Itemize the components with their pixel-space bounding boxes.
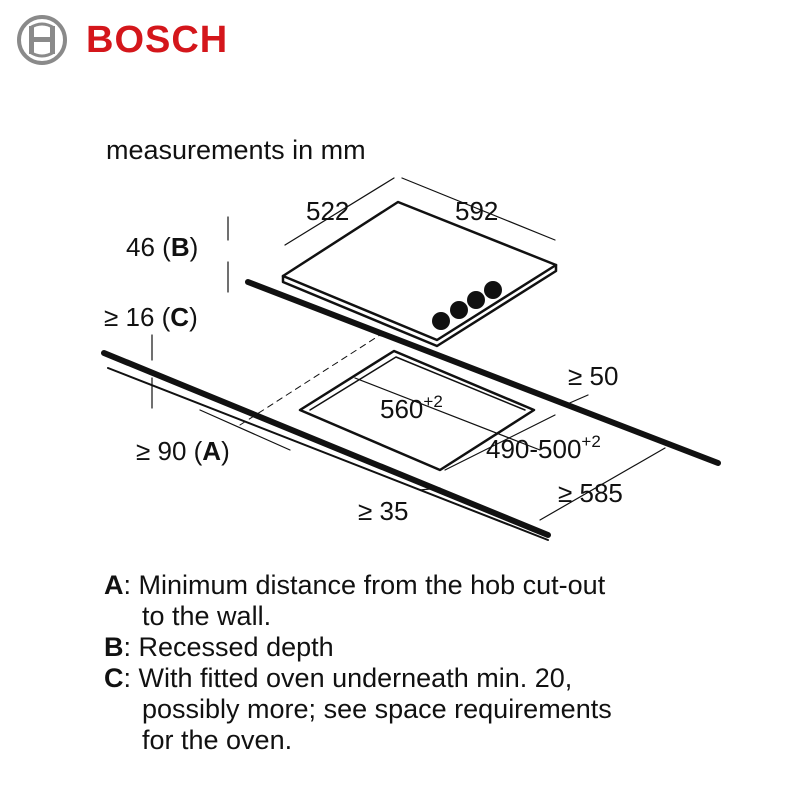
label-hob-width: 592 <box>455 196 499 226</box>
knob-icon <box>432 312 450 330</box>
label-cutout-depth: $490-500^{+2}$ <box>486 432 601 464</box>
label-cutout-width: $560^{+2}$ <box>380 392 443 424</box>
legend <box>104 570 744 756</box>
measurement-caption: measurements in mm <box>106 135 366 165</box>
label-front-edge: ≥ 50 <box>568 361 619 391</box>
dim-line-50 <box>565 395 588 405</box>
legend-item-a: A : Minimum distance from the hob cut-out <box>104 570 606 600</box>
worktop-rear-edge <box>248 282 718 463</box>
label-hob-depth: 522 <box>306 196 350 226</box>
legend-item-c-cont2: for the oven. <box>142 725 293 755</box>
label-wall-distance: ≥ 90 (A) <box>136 436 230 466</box>
knob-icon <box>450 301 468 319</box>
label-oven-gap: ≥ 16 (C) <box>104 302 198 332</box>
knob-icon <box>467 291 485 309</box>
label-worktop-depth: ≥ 585 <box>558 478 623 508</box>
legend-item-a-cont: to the wall. <box>142 601 272 631</box>
label-rear-edge: ≥ 35 <box>358 496 409 526</box>
legend-item-b: B : Recessed depth <box>104 632 334 662</box>
legend-item-c: C : With fitted oven underneath min. 20, <box>104 663 573 693</box>
knob-icon <box>484 281 502 299</box>
legend-item-c-cont: possibly more; see space requirements <box>142 694 612 724</box>
label-recessed-depth: 46 (B) <box>126 232 199 262</box>
brand-name: BOSCH <box>86 19 229 61</box>
